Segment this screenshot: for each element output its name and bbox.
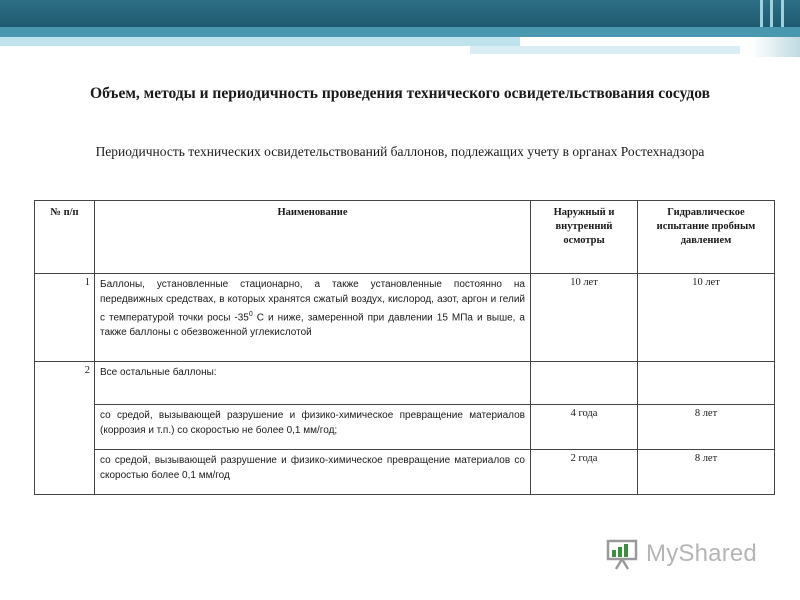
table-row [35, 362, 775, 405]
page-subtitle: Периодичность технических освидетельствований баллонов, подлежащих учету в органах Ростехнадзора [95, 144, 705, 159]
degree-superscript: 0 [248, 311, 253, 318]
row-name-part: С и ниже, замеренной при давлении 15 МПа и выше, а также баллоны с обезвоженной углекислотой [100, 312, 525, 339]
column-header-inspection: Наружный и внутренний осмотры [531, 201, 638, 274]
presentation-board-icon [606, 538, 642, 570]
row-inspection [531, 362, 638, 405]
header-stripe [760, 0, 763, 27]
row-number: 1 [35, 274, 95, 362]
column-header-num: № п/п [35, 201, 95, 274]
row-hydraulic: 8 лет [638, 450, 775, 495]
row-hydraulic [638, 362, 775, 405]
table-header-row [35, 201, 775, 274]
row-inspection: 4 года [531, 405, 638, 450]
header-bar-light [0, 37, 520, 46]
header-bar-mid [0, 27, 800, 37]
header-bar-dark [0, 0, 800, 27]
table-row [35, 450, 775, 495]
row-name: со средой, вызывающей разрушение и физико-химическое превращение материалов со скоростью более 0,1 мм/год [95, 450, 531, 495]
table-row [35, 405, 775, 450]
header-stripe [770, 0, 773, 27]
row-inspection: 10 лет [531, 274, 638, 362]
row-name-part: Баллоны, установленные стационарно, а также установленные постоянно на передвижных средствах, в которых хранятся сжатый воздух, кислород, азот, аргон и гелий с температурой точки росы -35 [100, 279, 525, 324]
periodicity-table [34, 200, 775, 495]
watermark-text: MyShared [646, 540, 757, 567]
row-name: Все остальные баллоны: [95, 362, 531, 405]
row-name [95, 274, 531, 362]
header-bar-light-2 [470, 46, 740, 54]
column-header-name: Наименование [95, 201, 531, 274]
header-corner-shadow [752, 37, 800, 57]
column-header-hydraulic: Гидравлическое испытание пробным давлением [638, 201, 775, 274]
table-row [35, 274, 775, 362]
row-number: 2 [35, 362, 95, 495]
watermark-logo [606, 537, 757, 571]
row-hydraulic: 10 лет [638, 274, 775, 362]
header-stripe [781, 0, 784, 27]
row-name: со средой, вызывающей разрушение и физико-химическое превращение материалов (коррозия и т.п.) со скоростью не более 0,1 мм/год; [95, 405, 531, 450]
page-title: Объем, методы и периодичность проведения технического освидетельствования сосудов [90, 85, 710, 102]
row-hydraulic: 8 лет [638, 405, 775, 450]
row-inspection: 2 года [531, 450, 638, 495]
